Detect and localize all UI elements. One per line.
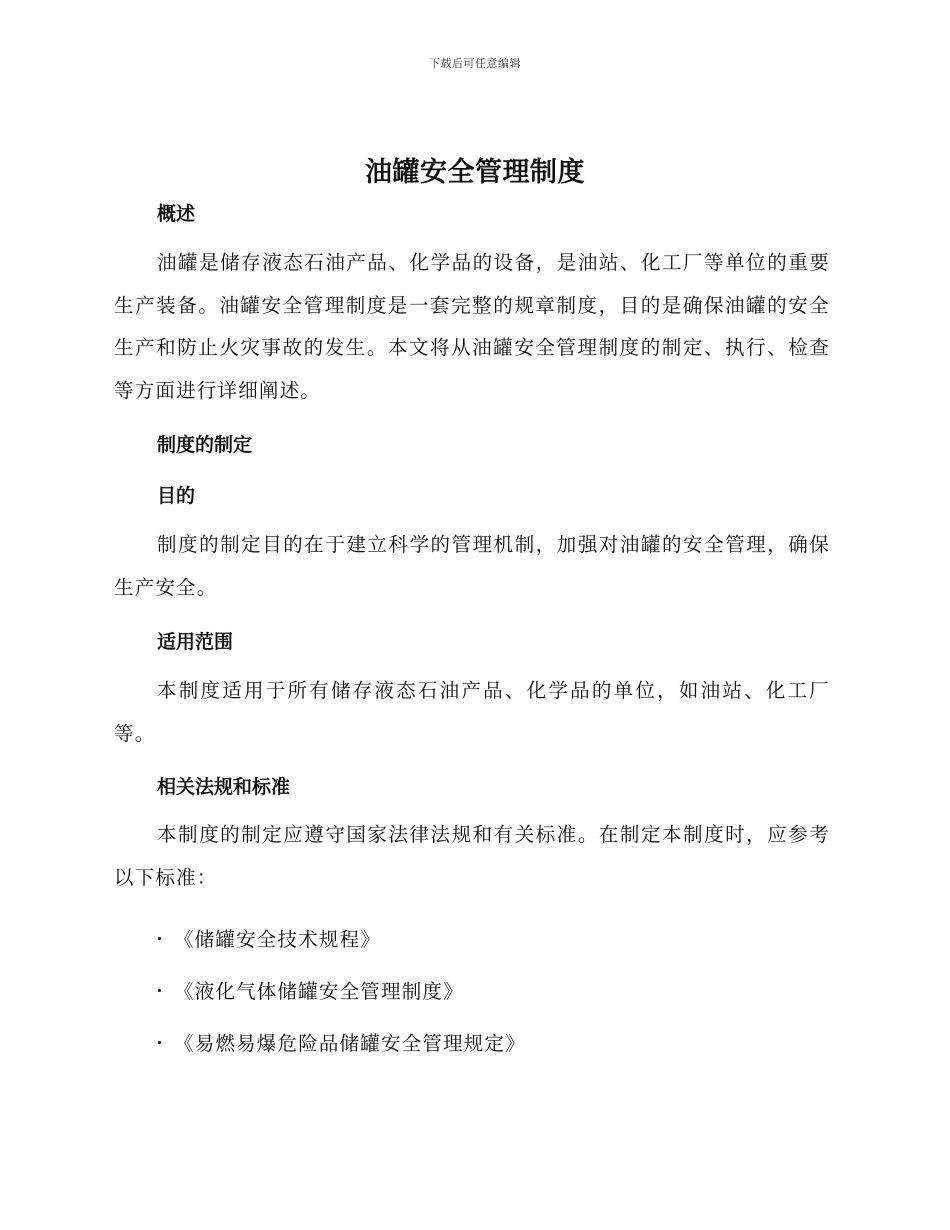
standard-name: 《储罐安全技术规程》: [174, 928, 382, 951]
standard-name: 《易燃易爆危险品储罐安全管理规定》: [174, 1032, 526, 1055]
paragraph-regulations: 本制度的制定应遵守国家法律法规和有关标准。在制定本制度时，应参考以下标准：: [114, 823, 830, 889]
paragraph-overview: 油罐是储存液态石油产品、化学品的设备，是油站、化工厂等单位的重要生产装备。油罐安全管理制度是一套完整的规章制度，目的是确保油罐的安全生产和防止火灾事故的发生。本文将从油罐安全管理制度的制定、执行、检查等方面进行详细阐述。: [114, 251, 830, 402]
bullet-icon: [158, 1041, 161, 1044]
heading-overview: 概述: [157, 203, 196, 225]
heading-scope: 适用范围: [157, 631, 234, 653]
standards-list: [157, 912, 526, 1068]
heading-regulations: 相关法规和标准: [157, 776, 291, 798]
standard-name: 《液化气体储罐安全管理制度》: [174, 980, 464, 1003]
bullet-icon: [158, 937, 161, 940]
list-item: [157, 964, 526, 1016]
paragraph-scope: 本制度适用于所有储存液态石油产品、化学品的单位，如油站、化工厂等。: [114, 679, 830, 745]
list-item: [157, 1016, 526, 1068]
heading-purpose: 目的: [157, 485, 196, 507]
document-title: 油罐安全管理制度: [365, 157, 585, 188]
header-note: 下载后可任意编辑: [429, 57, 521, 70]
bullet-icon: [158, 989, 161, 992]
paragraph-purpose: 制度的制定目的在于建立科学的管理机制，加强对油罐的安全管理，确保生产安全。: [114, 533, 830, 599]
heading-formulation: 制度的制定: [157, 434, 253, 456]
list-item: [157, 912, 526, 964]
